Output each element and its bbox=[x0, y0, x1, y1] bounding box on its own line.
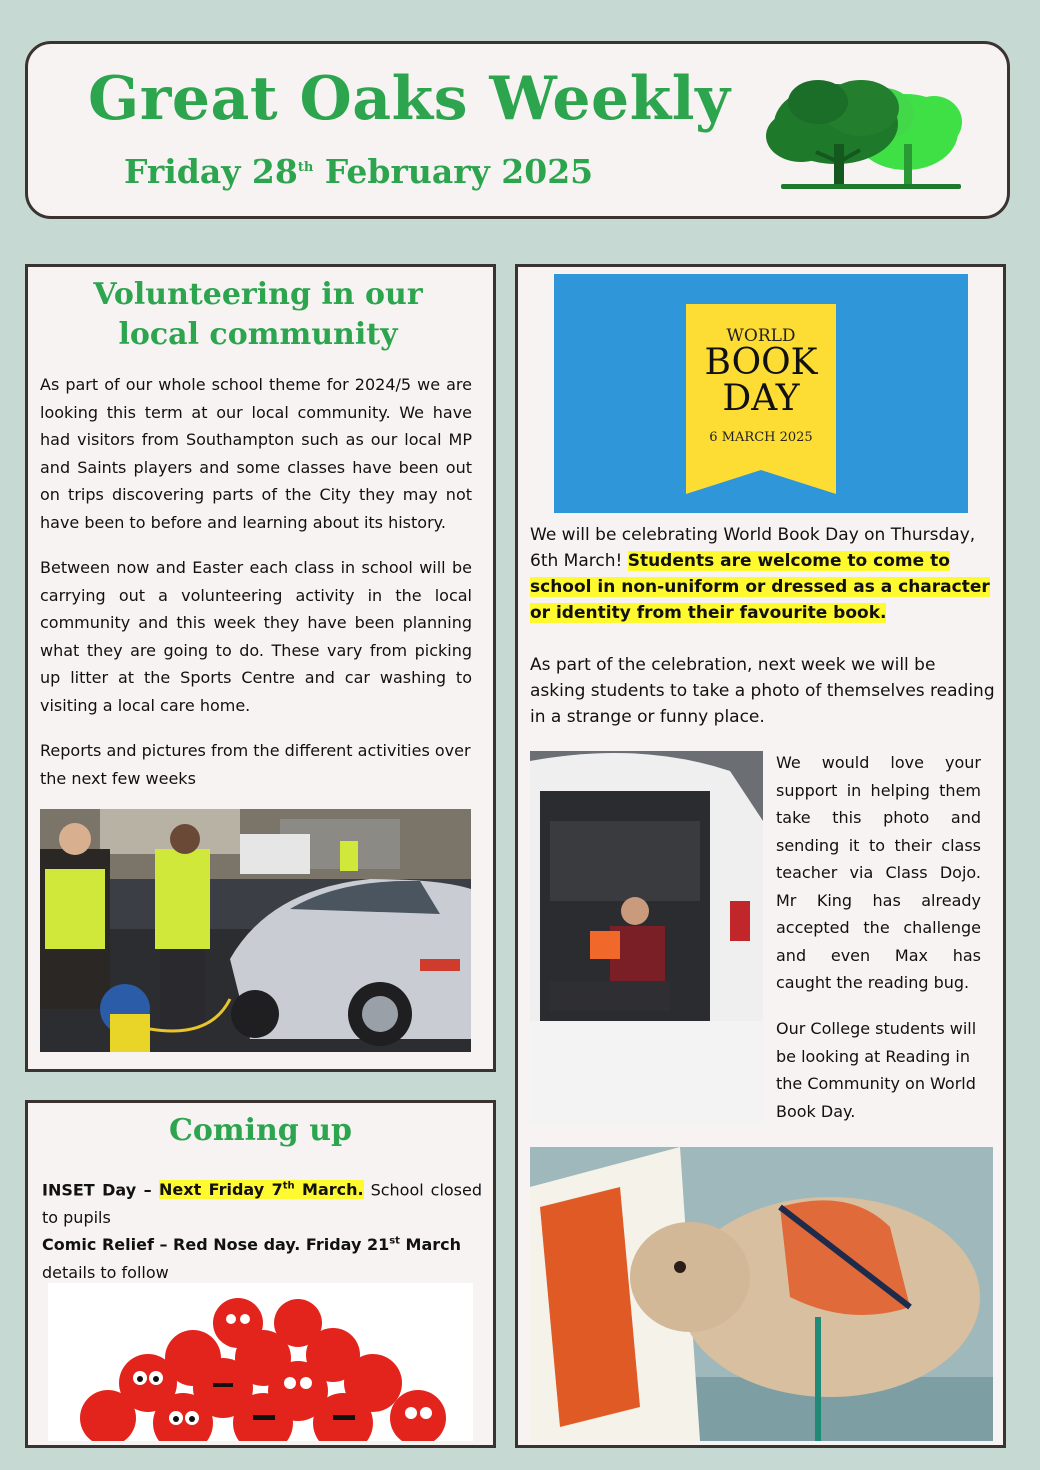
world-book-day-banner bbox=[554, 274, 968, 513]
volunteering-heading: Volunteering in our local community bbox=[93, 277, 423, 352]
newsletter-date: Friday 28th February 2025 bbox=[124, 152, 594, 191]
coming-up-item-comic-relief: Comic Relief – Red Nose day. Friday 21st March details to follow bbox=[42, 1235, 462, 1282]
coming-up-heading: Coming up bbox=[168, 1113, 353, 1148]
banner-day: DAY bbox=[722, 378, 800, 419]
reading-in-car-boot-photo bbox=[530, 751, 763, 1123]
banner-world: WORLD bbox=[726, 326, 796, 346]
dog-reading-photo bbox=[530, 1147, 993, 1441]
volunteering-paragraph: Reports and pictures from the different activities over the next few weeks bbox=[40, 741, 471, 788]
world-book-day-section bbox=[515, 264, 1006, 1448]
banner-book: BOOK bbox=[704, 342, 818, 383]
volunteering-section bbox=[25, 264, 496, 1072]
coming-up-item-inset: INSET Day – Next Friday 7th March. School closed to pupils bbox=[42, 1180, 483, 1227]
banner-date: 6 MARCH 2025 bbox=[709, 430, 813, 445]
world-book-day-paragraph: As part of the celebration, next week we will be asking students to take a photo of themselves reading in a strange or funny place. bbox=[530, 655, 995, 727]
coming-up-section bbox=[25, 1100, 496, 1448]
car-washing-photo bbox=[40, 809, 471, 1052]
highlighted-date: Next Friday 7th March. bbox=[159, 1180, 364, 1200]
red-noses-photo bbox=[48, 1283, 473, 1441]
world-book-day-paragraph: We will be celebrating World Book Day on Thursday, 6th March! Students are welcome to come to school in non-uniform or dressed as a character or identity from their favourite book. bbox=[530, 525, 990, 623]
volunteering-paragraph: Between now and Easter each class in school will be carrying out a volunteering activity in the local community and this week they have been planning what they are going to do. These vary from picking up litter at the Sports Centre and car washing to visiting a local care home. bbox=[40, 558, 472, 715]
world-book-day-paragraph: Our College students will be looking at Reading in the Community on World Book Day. bbox=[776, 1019, 977, 1121]
volunteering-paragraph: As part of our whole school theme for 2024/5 we are looking this term at our local community. We have had visitors from Southampton such as our local MP and Saints players and some classes have been out on trips discovering parts of the City they may not have been to before and learning about its history. bbox=[40, 375, 472, 532]
highlighted-text: Students are welcome to come to school in non-uniform or dressed as a character or identity from their favourite book. bbox=[530, 551, 990, 623]
newsletter-header bbox=[25, 41, 1010, 219]
world-book-day-paragraph: We would love your support in helping them take this photo and sending it to their class teacher via Class Dojo. Mr King has already accepted the challenge and even Max has caught the reading bug. bbox=[776, 753, 981, 992]
oak-trees-logo-icon bbox=[756, 74, 966, 194]
newsletter-title: Great Oaks Weekly bbox=[88, 64, 731, 134]
